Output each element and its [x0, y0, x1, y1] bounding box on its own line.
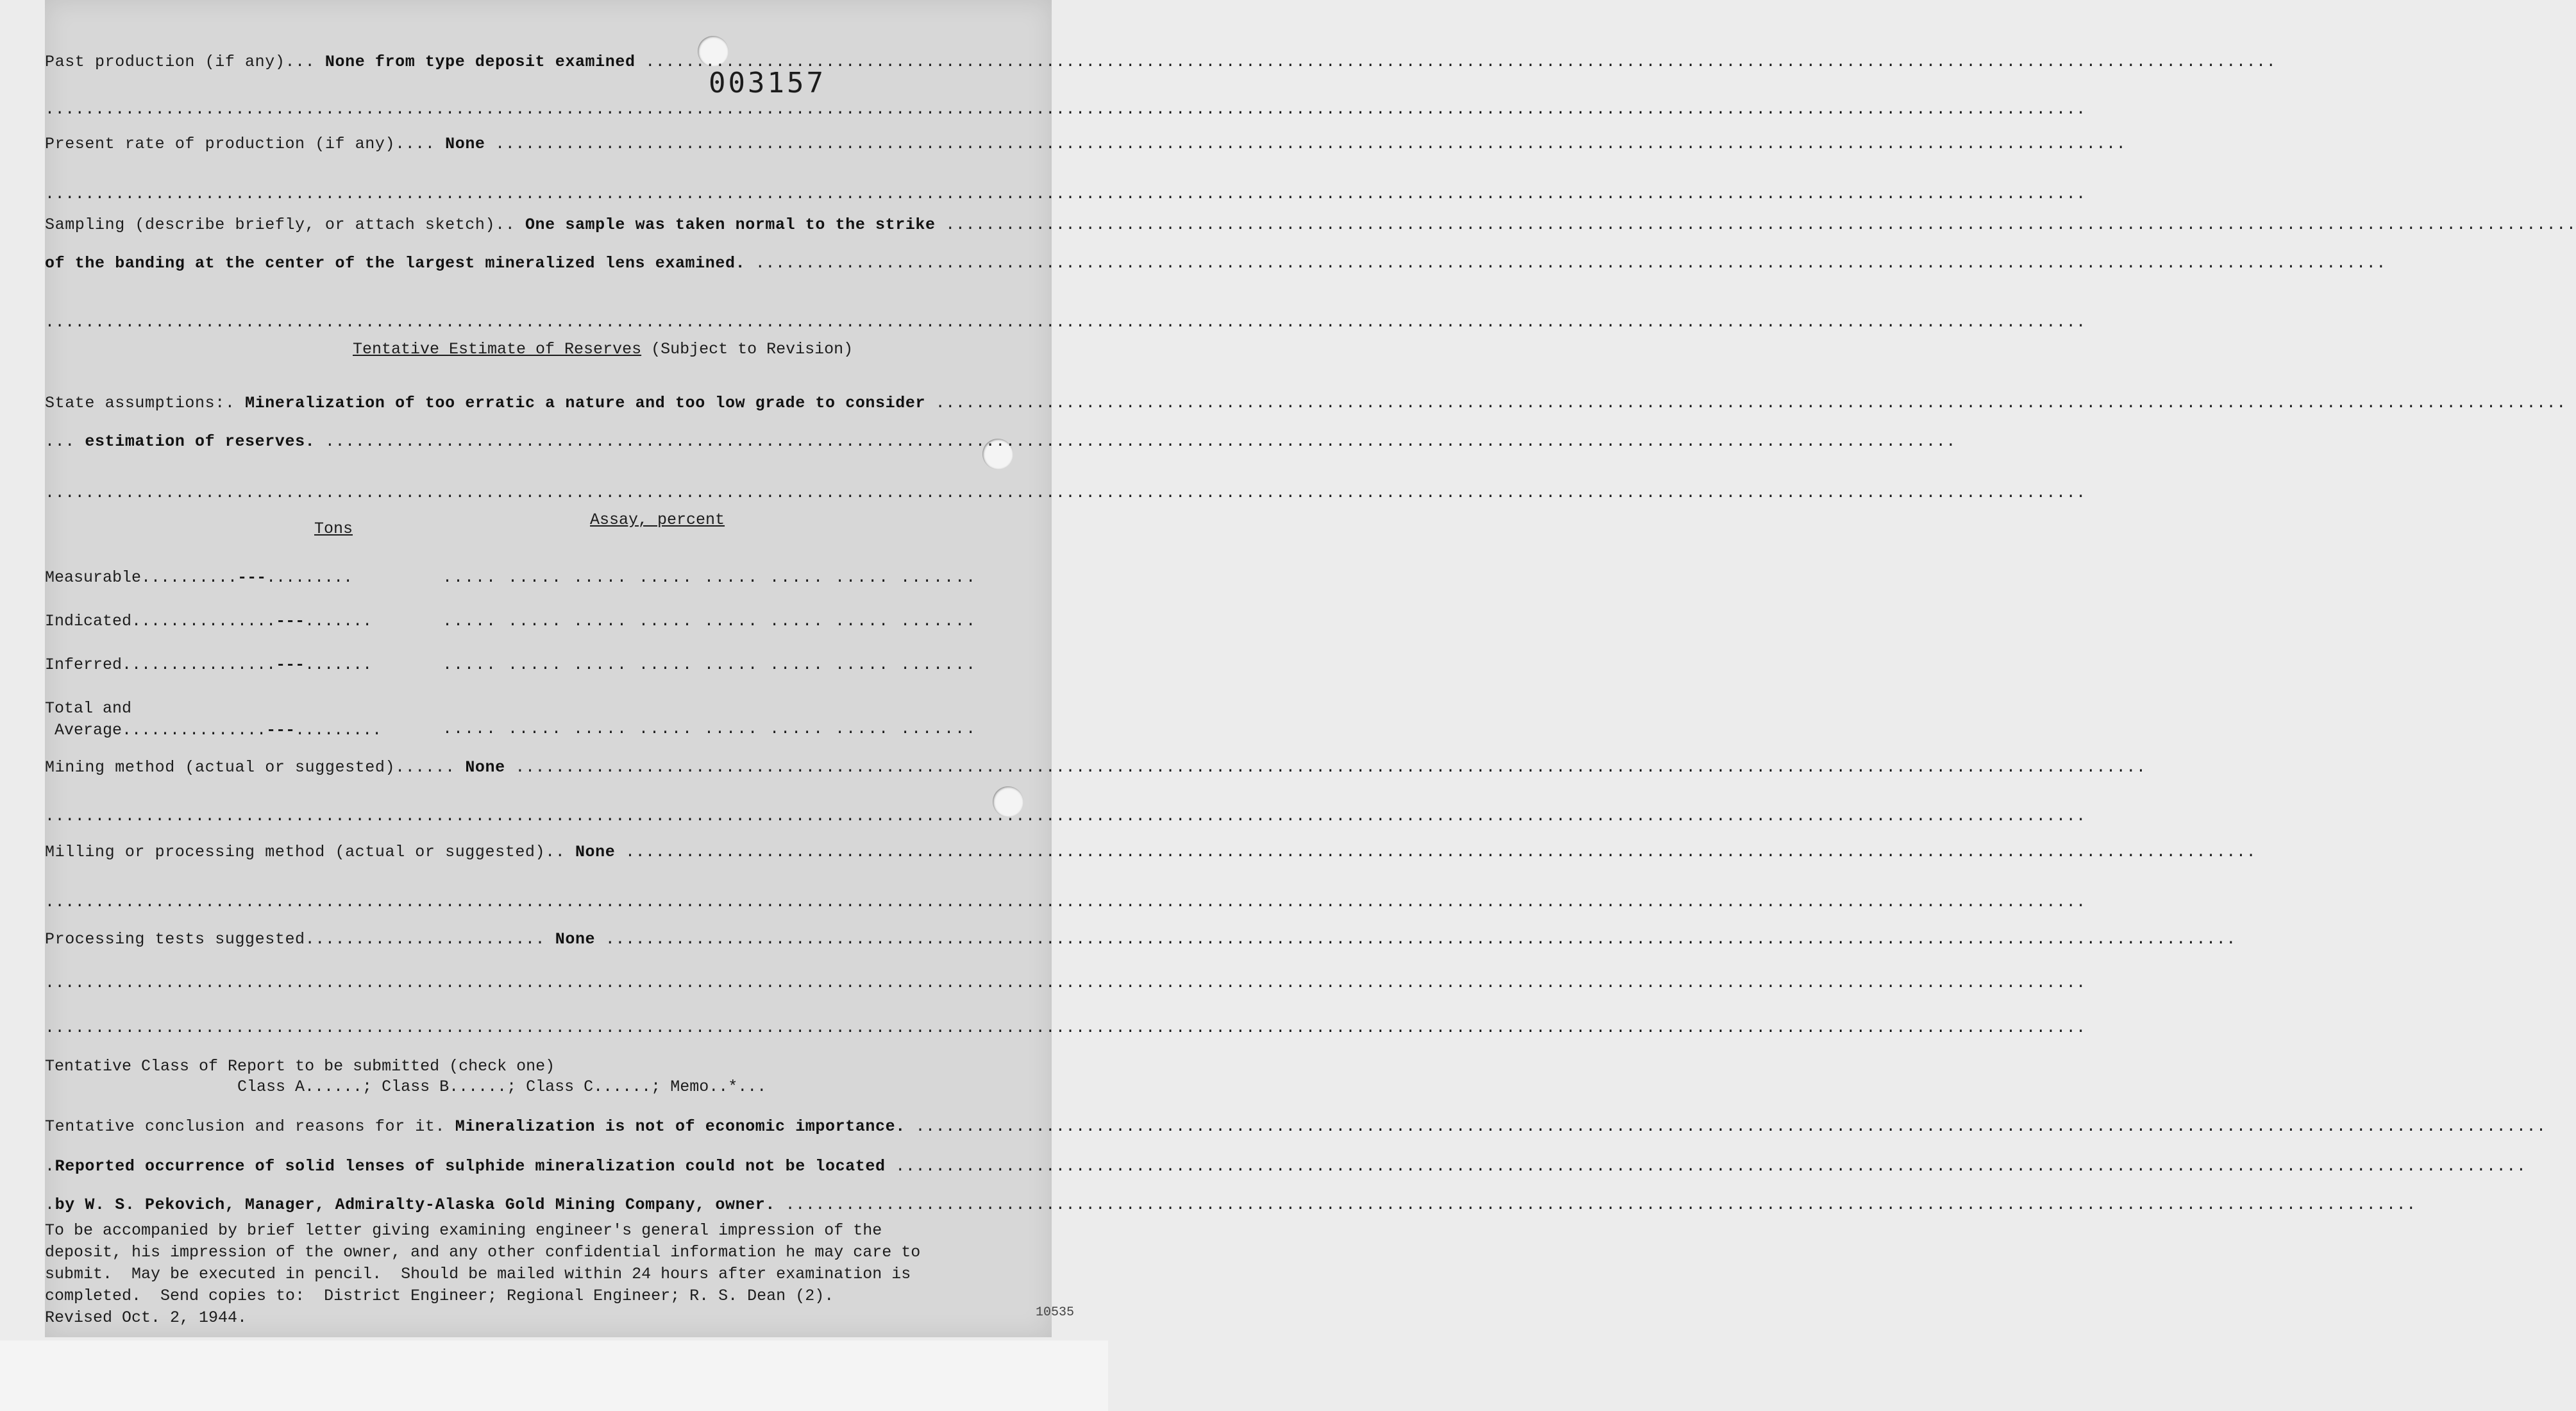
assay-blanks: ..... ..... ..... ..... ..... ..... ..... ....... — [442, 568, 977, 587]
blank-line — [45, 485, 1032, 501]
past-production-field: Past production (if any)... None from type deposit examined ..... — [45, 54, 1161, 70]
revised-date: Revised Oct. 2, 1944. — [45, 1308, 248, 1327]
assumptions-continuation: ... estimation of reserves. ..... — [45, 434, 1161, 450]
class-b-option: Class B......; — [382, 1077, 517, 1096]
assay-blanks: ..... ..... ..... ..... ..... ..... ..... ....... — [442, 612, 977, 630]
conclusion-continuation-2: .by W. S. Pekovich, Manager, Admiralty-Alaska Gold Mining Company, owner. ..... — [45, 1197, 1161, 1213]
reserve-row-indicated: Indicated...............---....... — [45, 612, 373, 630]
blank-line — [45, 314, 1032, 330]
form-mark: 10535 — [1036, 1305, 1075, 1320]
conclusion-field: Tentative conclusion and reasons for it. Mineralization is not of economic importance. ..... — [45, 1119, 1161, 1135]
assay-column-header: Assay, percent — [590, 511, 725, 529]
class-a-option: Class A......; — [237, 1077, 373, 1096]
conclusion-value-2: Reported occurrence of solid lenses of sulphide mineralization could not be located — [55, 1157, 886, 1176]
conclusion-continuation-1: .Reported occurrence of solid lenses of sulphide mineralization could not be located ..... — [45, 1158, 1161, 1174]
assumptions-field: State assumptions:. Mineralization of too erratic a nature and too low grade to consider ..... — [45, 395, 1161, 411]
blank-line — [45, 975, 1032, 991]
class-c-option: Class C......; — [526, 1077, 661, 1096]
reserves-heading: Tentative Estimate of Reserves (Subject to Revision) — [353, 340, 854, 359]
document-number: 003157 — [709, 67, 826, 99]
blank-line — [45, 1020, 1032, 1036]
sampling-value-2: of the banding at the center of the largest mineralized lens examined. — [45, 254, 746, 273]
milling-method-value: None — [575, 843, 616, 861]
sampling-field: Sampling (describe briefly, or attach sketch).. One sample was taken normal to the strike ..... — [45, 217, 1161, 233]
conclusion-value-3: by W. S. Pekovich, Manager, Admiralty-Alaska Gold Mining Company, owner. — [55, 1196, 775, 1214]
present-rate-value: None — [445, 135, 485, 153]
assumptions-value-2: estimation of reserves. — [85, 432, 316, 451]
form-content — [45, 0, 1075, 1337]
instructions-text: To be accompanied by brief letter giving examining engineer's general impression of the deposit, his impression of the owner, and any other confidential information he may care to submit. May be executed in pencil. Should be mailed within 24 hours after examination is completed. Send copies to: District Engineer; Regional Engineer; R. S. Dean (2). Revised Oct. 2, 1944. — [45, 1220, 920, 1329]
past-production-value: None from type deposit examined — [324, 53, 636, 71]
assay-blanks: ..... ..... ..... ..... ..... ..... ..... ....... — [442, 720, 977, 738]
mining-method-field: Mining method (actual or suggested)...... None ..... — [45, 759, 1161, 775]
mining-method-value: None — [465, 758, 505, 777]
tons-column-header: Tons — [314, 520, 353, 538]
present-rate-field: Present rate of production (if any).... None ..... — [45, 136, 1161, 152]
reserve-row-total: Total and Average...............---......... — [45, 699, 382, 739]
blank-line — [45, 186, 1032, 202]
processing-tests-field: Processing tests suggested........................ None ..... — [45, 931, 1161, 947]
blank-line — [45, 808, 1032, 824]
assumptions-value-1: Mineralization of too erratic a nature and too low grade to consider — [245, 394, 926, 412]
assay-blanks: ..... ..... ..... ..... ..... ..... ..... ....... — [442, 655, 977, 674]
blank-line — [45, 894, 1032, 910]
report-class-label: Tentative Class of Report to be submitted (check one) — [45, 1057, 555, 1076]
scan-margin — [0, 1340, 1108, 1411]
processing-tests-value: None — [555, 930, 596, 949]
report-class-options — [237, 1077, 766, 1096]
conclusion-value-1: Mineralization is not of economic importance. — [455, 1117, 905, 1136]
milling-method-field: Milling or processing method (actual or suggested).. None ..... — [45, 844, 1161, 860]
memo-option: Memo..*... — [670, 1077, 767, 1096]
reserve-row-measurable: Measurable..........---......... — [45, 568, 353, 587]
sampling-value-1: One sample was taken normal to the strike — [525, 215, 936, 234]
sampling-continuation — [45, 255, 1161, 271]
blank-line — [45, 101, 1032, 117]
reserve-row-inferred: Inferred................---....... — [45, 655, 373, 674]
